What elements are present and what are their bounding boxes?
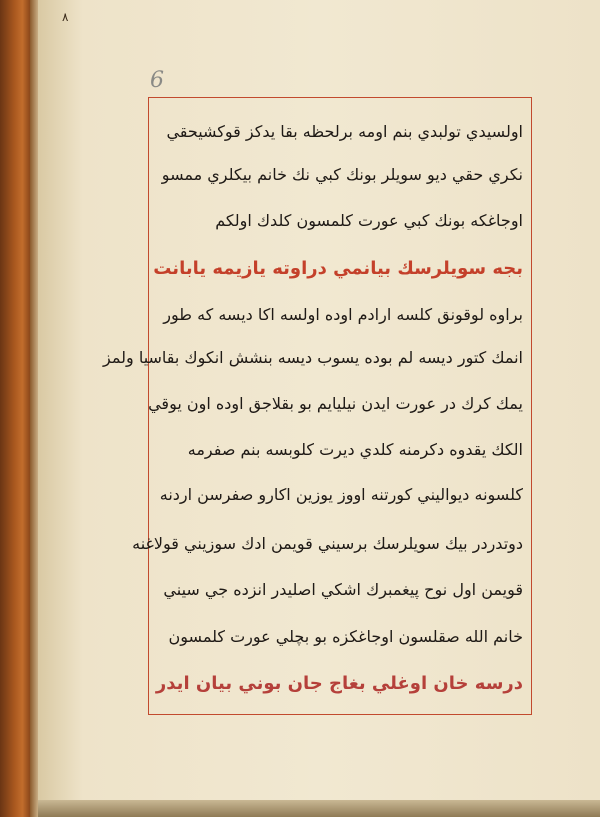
page-bottom-edge (38, 800, 600, 817)
text-line-8: الكك يقدوه دكرمنه كلدي ديرت كلوبسه بنم صفرمه (187, 440, 523, 459)
folio-number: ٨ (62, 10, 69, 24)
text-line-13-rubric: درسه خان اوغلي بغاج جان بوني بيان ايدر (155, 673, 523, 694)
text-line-12: خانم الله صقلسون اوجاغكزه بو بچلي عورت كلمسون (168, 627, 523, 646)
text-line-4-rubric: بجه سويلرسك بيانمي دراوته يازيمه يابانت (153, 258, 523, 279)
text-line-2: نكري حقي ديو سويلر بونك كبي نك خانم بيكلري ممسو (161, 165, 523, 184)
pencil-page-number: 6 (150, 68, 164, 93)
text-line-5: براوه لوقونق كلسه ارادم اوده اولسه اكا ديسه كه طور (163, 305, 523, 324)
text-line-1: اولسيدي تولبدي بنم اومه برلحظه بقا يدكز قوكشيحقي (166, 122, 523, 141)
text-line-9: كلسونه ديواليني كورتنه اووز يوزين اكارو صفرسن اردنه (159, 485, 523, 504)
text-line-3: اوجاغكه بونك كبي عورت كلمسون كلدك اولكم (215, 211, 523, 230)
book-binding (0, 0, 32, 817)
text-line-7: يمك كرك در عورت ايدن نيليايم بو بقلاجق اوده اون يوقي (148, 394, 523, 413)
text-line-11: قويمن اول نوح پيغمبرك اشكي اصليدر انزده جي سيني (163, 580, 523, 599)
text-line-6: انمك كتور ديسه لم بوده يسوب ديسه بنشش انكوك بقاسيا ولمز (103, 348, 523, 367)
text-line-10: دوتدردر بيك سويلرسك برسيني قويمن ادك سوزيني قولاغنه (132, 534, 523, 553)
text-block-frame (103, 97, 532, 715)
